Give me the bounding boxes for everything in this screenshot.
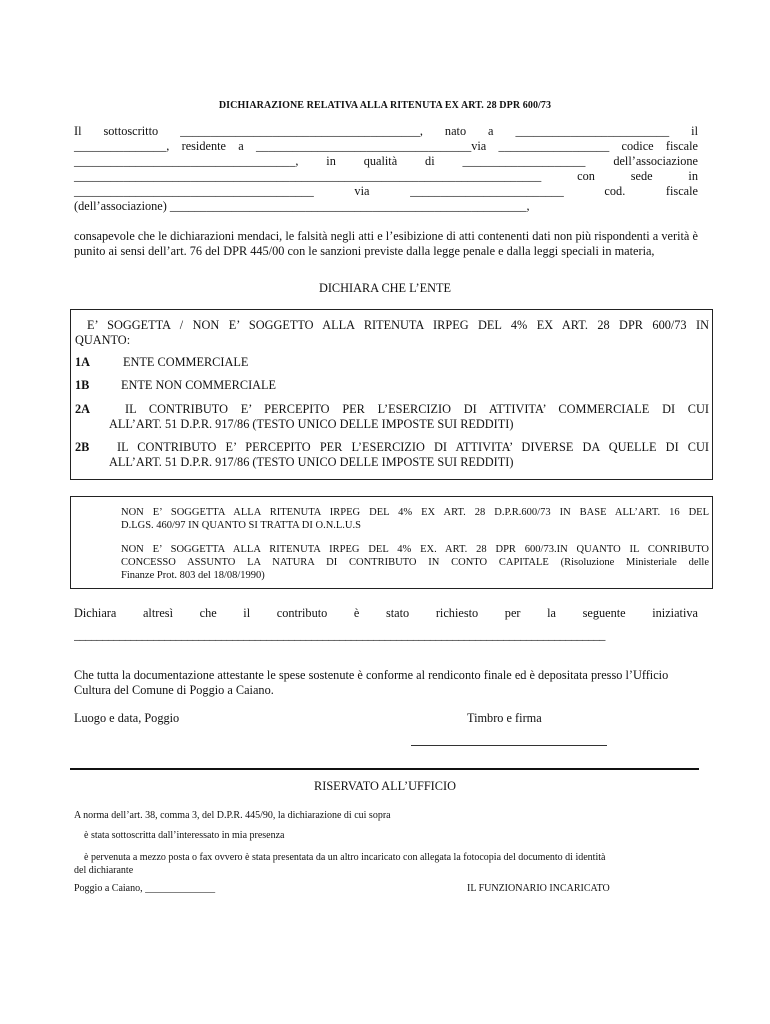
- option-text-line-1: IL CONTRIBUTO E’ PERCEPITO PER L’ESERCIZIO DI ATTIVITA’ COMMERCIALE DI CUI: [125, 402, 709, 416]
- signature-field[interactable]: [411, 745, 607, 746]
- intro-line-1: Il sottoscritto _______________________________________, nato a _________________________ il: [74, 124, 698, 138]
- box1-heading-line-2: QUANTO:: [75, 333, 131, 347]
- onlus-option-line-2: D.LGS. 460/97 IN QUANTO SI TRATTA DI O.N.L.U.S: [121, 520, 361, 531]
- office-option-in-presence[interactable]: è stata sottoscritta dall’interessato in mia presenza: [84, 830, 285, 841]
- capital-option-line-3: Finanze Prot. 803 del 18/08/1990): [121, 570, 265, 581]
- option-code: 2B: [75, 440, 90, 454]
- capital-contribution-option[interactable]: [121, 543, 709, 582]
- onlus-option-line-1: NON E’ SOGGETTA ALLA RITENUTA IRPEG DEL 4% EX ART. 28 D.P.R.600/73 IN BASE ALL’ART. 16 DEL: [121, 507, 709, 518]
- consapevole-paragraph: consapevole che le dichiarazioni mendaci, le falsità negli atti e l’esibizione di atti contenenti dati non più rispondenti a verità è punito ai sensi dell’art. 76 del DPR 445/00 con le sanzioni previste dalla legge penale e dalla leggi speciali in materia,: [74, 229, 698, 258]
- option-text-line-1: IL CONTRIBUTO E’ PERCEPITO PER L’ESERCIZIO DI ATTIVITA’ DIVERSE DA QUELLE DI CUI: [117, 440, 709, 454]
- intro-line-4: ____________________________________________________________________________ con sede in: [74, 169, 698, 183]
- option-1b[interactable]: [75, 378, 709, 393]
- capital-option-line-2: CONCESSO ASSUNTO LA NATURA DI CONTRIBUTO IN CONTO CAPITALE (Risoluzione Ministeriale delle: [121, 557, 709, 568]
- box1-heading-line-1: E’ SOGGETTA / NON E’ SOGGETTO ALLA RITENUTA IRPEG DEL 4% EX ART. 28 DPR 600/73 IN: [87, 318, 709, 332]
- office-section-heading: RISERVATO ALL’UFFICIO: [314, 779, 456, 793]
- option-code: 2A: [75, 402, 91, 416]
- box1-heading: [75, 318, 709, 348]
- capital-option-line-1: NON E’ SOGGETTA ALLA RITENUTA IRPEG DEL 4% EX. ART. 28 DPR 600/73.IN QUANTO IL CONRIBUTO: [121, 544, 709, 555]
- stamp-signature-label: Timbro e firma: [467, 711, 542, 725]
- office-place-date[interactable]: Poggio a Caiano, ______________: [74, 883, 216, 894]
- intro-line-5: _______________________________________ via _________________________ cod. fiscale: [74, 184, 698, 198]
- option-text: ENTE COMMERCIALE: [123, 355, 249, 369]
- initiative-field[interactable]: ______________________________________________________________________________________________: [74, 628, 605, 642]
- documentation-paragraph: Che tutta la documentazione attestante le spese sostenute è conforme al rendiconto finale ed è depositata presso l’Ufficio Cultura del Comune di Poggio a Caiano.: [74, 668, 669, 697]
- office-norma-text: A norma dell’art. 38, comma 3, del D.P.R. 445/90, la dichiarazione di cui sopra: [74, 810, 391, 821]
- intro-line-3: ____________________________________, in qualità di ____________________ dell’associazione: [74, 154, 698, 168]
- place-date-label: Luogo e data, Poggio: [74, 711, 180, 725]
- option-2a[interactable]: [75, 402, 709, 432]
- option-1a[interactable]: [75, 355, 709, 370]
- intro-line-2: _______________, residente a ___________________________________via __________________ codice fiscale: [74, 139, 698, 153]
- intro-line-6: (dell’associazione) __________________________________________________________,: [74, 199, 530, 213]
- dichiara-heading: DICHIARA CHE L’ENTE: [318, 281, 452, 295]
- option-text-line-2: ALL’ART. 51 D.P.R. 917/86 (TESTO UNICO DELLE IMPOSTE SUI REDDITI): [109, 417, 514, 431]
- declarant-details-block: [74, 124, 698, 214]
- office-option-by-mail[interactable]: [74, 851, 704, 877]
- option-code: 1B: [75, 378, 90, 392]
- subject-to-withholding-box: [70, 309, 713, 480]
- not-subject-to-withholding-box: [70, 496, 713, 589]
- onlus-option[interactable]: [121, 506, 709, 532]
- document-title: DICHIARAZIONE RELATIVA ALLA RITENUTA EX ART. 28 DPR 600/73: [218, 100, 552, 111]
- option-2b[interactable]: [75, 440, 709, 470]
- office-option-by-mail-line-2: del dichiarante: [74, 865, 134, 876]
- office-official-label: IL FUNZIONARIO INCARICATO: [467, 883, 610, 894]
- option-text: ENTE NON COMMERCIALE: [121, 378, 277, 392]
- office-separator: [70, 768, 699, 770]
- office-option-by-mail-line-1: è pervenuta a mezzo posta o fax ovvero è stata presentata da un altro incaricato con allegata la fotocopia del documento di identità: [84, 852, 606, 863]
- initiative-statement: Dichiara altresì che il contributo è stato richiesto per la seguente iniziativa: [74, 606, 698, 620]
- option-code: 1A: [75, 355, 91, 369]
- option-text-line-2: ALL’ART. 51 D.P.R. 917/86 (TESTO UNICO DELLE IMPOSTE SUI REDDITI): [109, 455, 514, 469]
